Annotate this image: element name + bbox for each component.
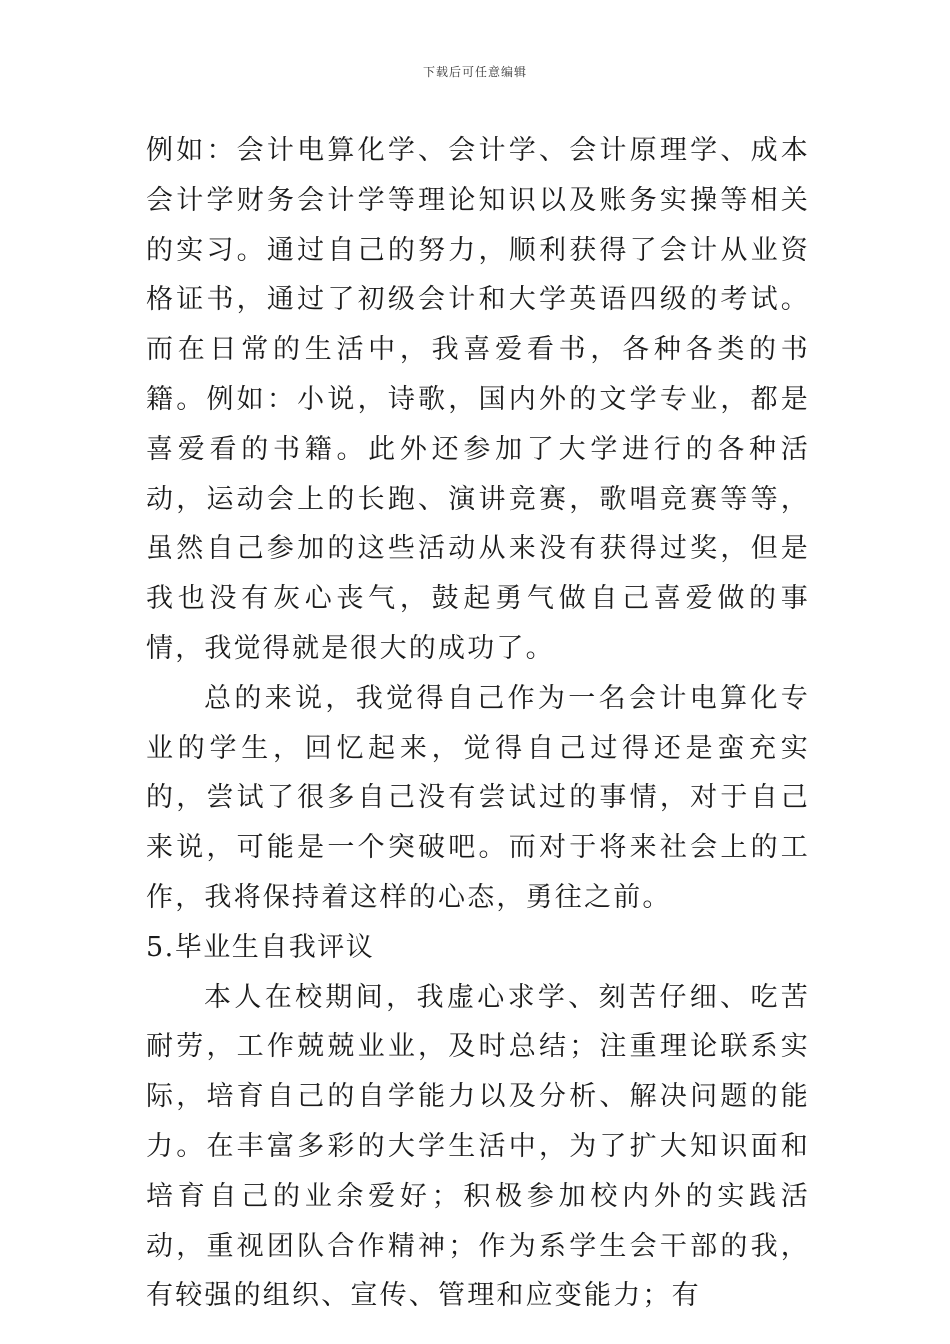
paragraph-3: 本人在校期间，我虚心求学、刻苦仔细、吃苦耐劳，工作兢兢业业，及时总结；注重理论联系实际，培育自己的自学能力以及分析、解决问题的能力。在丰富多彩的大学生活中，为了扩大知识面和培育自己的业余爱好；积极参加校内外的实践活动，重视团队合作精神；作为系学生会干部的我，有较强的组织、宣传、管理和应变能力；有 [146,981,810,1312]
paragraph-1: 例如：会计电算化学、会计学、会计原理学、成本会计学财务会计学等理论知识以及账务实操等相关的实习。通过自己的努力，顺利获得了会计从业资格证书，通过了初级会计和大学英语四级的考试。而在日常的生活中，我喜爱看书，各种各类的书籍。例如：小说，诗歌，国内外的文学专业，都是喜爱看的书籍。此外还参加了大学进行的各种活动，运动会上的长跑、演讲竞赛，歌唱竞赛等等，虽然自己参加的这些活动从来没有获得过奖，但是我也没有灰心丧气，鼓起勇气做自己喜爱做的事情，我觉得就是很大的成功了。 [146,135,810,664]
document-body [146,126,810,1321]
page-header: 下载后可任意编辑 [422,65,527,79]
section-heading: 5.毕业生自我评议 [146,931,375,963]
paragraph-2: 总的来说，我觉得自己作为一名会计电算化专业的学生，回忆起来，觉得自己过得还是蛮充实的，尝试了很多自己没有尝试过的事情，对于自己来说，可能是一个突破吧。而对于将来社会上的工作，我将保持着这样的心态，勇往之前。 [146,682,810,913]
